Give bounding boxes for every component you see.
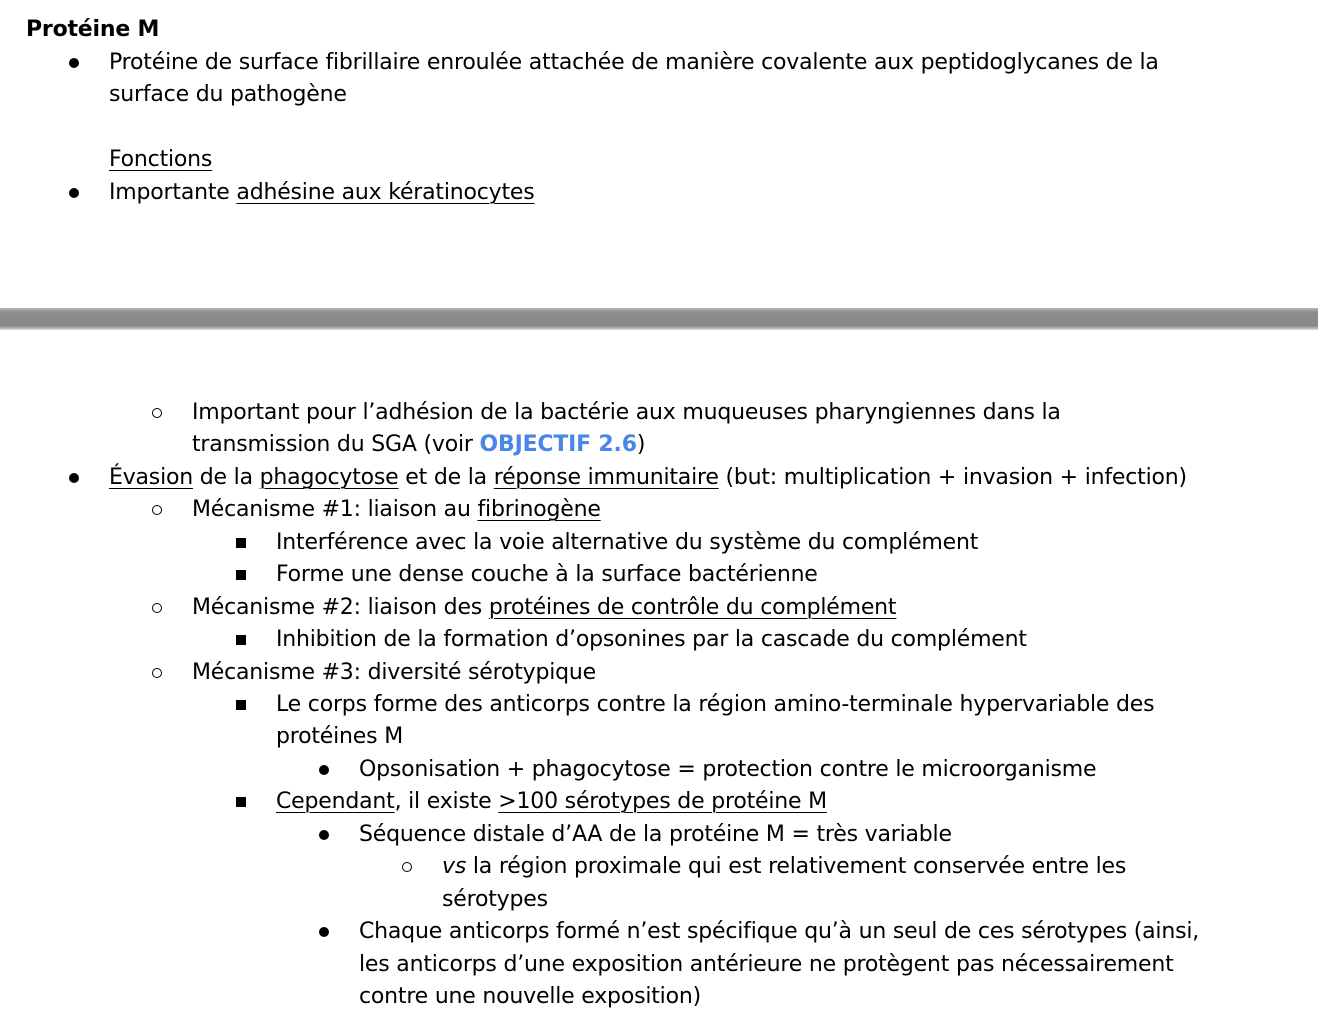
mechanism-1-detail-1: Interférence avec la voie alternative du système du complément: [276, 530, 979, 555]
bullet-disc: [69, 177, 79, 209]
surface-protein-line-1: Protéine de surface fibrillaire enroulée attachée de manière covalente aux peptidoglycanes de la: [109, 50, 1159, 75]
objective-reference: OBJECTIF 2.6: [479, 432, 637, 457]
bullet-square: [236, 689, 246, 721]
bullet-square: [236, 527, 246, 559]
specificity-line-3: contre une nouvelle exposition): [359, 984, 701, 1009]
mechanism-2: Mécanisme #2: liaison des protéines de contrôle du complément: [192, 595, 897, 620]
bullet-disc: [319, 754, 329, 786]
bullet-circle: [402, 851, 412, 883]
bullet-square: [236, 786, 246, 818]
bullet-disc: [69, 47, 79, 79]
document-page-1: [0, 0, 1318, 308]
adhesin-item: Importante adhésine aux kératinocytes: [109, 180, 535, 205]
bullet-square: [236, 559, 246, 591]
mechanism-2-detail-1: Inhibition de la formation d’opsonines par la cascade du complément: [276, 627, 1027, 652]
surface-protein-line-2: surface du pathogène: [109, 82, 347, 107]
proximal-region-line-2: sérotypes: [442, 887, 548, 912]
proximal-region-line-1: vs la région proximale qui est relativement conservée entre les: [442, 854, 1127, 879]
fonctions-subheading: Fonctions: [109, 147, 213, 172]
page-separator: [0, 308, 1318, 330]
mechanism-1-detail-2: Forme une dense couche à la surface bactérienne: [276, 562, 818, 587]
specificity-line-1: Chaque anticorps formé n’est spécifique qu’à un seul de ces sérotypes (ainsi,: [359, 919, 1200, 944]
bullet-circle: [152, 397, 162, 429]
adhesin-keratinocytes-text: adhésine aux kératinocytes: [236, 180, 535, 205]
bullet-square: [236, 624, 246, 656]
heading-proteine-m: Protéine M: [26, 17, 160, 42]
antibody-line-2: protéines M: [276, 724, 403, 749]
distal-sequence-item: Séquence distale d’AA de la protéine M = très variable: [359, 822, 952, 847]
bullet-circle: [152, 494, 162, 526]
serotypes-item: Cependant, il existe >100 sérotypes de protéine M: [276, 789, 827, 814]
opsonisation-item: Opsonisation + phagocytose = protection contre le microorganisme: [359, 757, 1097, 782]
adhesion-line-2: transmission du SGA (voir OBJECTIF 2.6): [192, 432, 646, 457]
adhesion-line-1: Important pour l’adhésion de la bactérie aux muqueuses pharyngiennes dans la: [192, 400, 1061, 425]
mechanism-3: Mécanisme #3: diversité sérotypique: [192, 660, 596, 685]
specificity-line-2: les anticorps d’une exposition antérieure ne protègent pas nécessairement: [359, 952, 1174, 977]
mechanism-1: Mécanisme #1: liaison au fibrinogène: [192, 497, 601, 522]
bullet-circle: [152, 657, 162, 689]
antibody-line-1: Le corps forme des anticorps contre la région amino-terminale hypervariable des: [276, 692, 1155, 717]
evasion-item: Évasion de la phagocytose et de la réponse immunitaire (but: multiplication + invasion + infection): [109, 465, 1187, 490]
bullet-disc: [319, 916, 329, 948]
bullet-disc: [69, 462, 79, 494]
bullet-circle: [152, 592, 162, 624]
bullet-disc: [319, 819, 329, 851]
